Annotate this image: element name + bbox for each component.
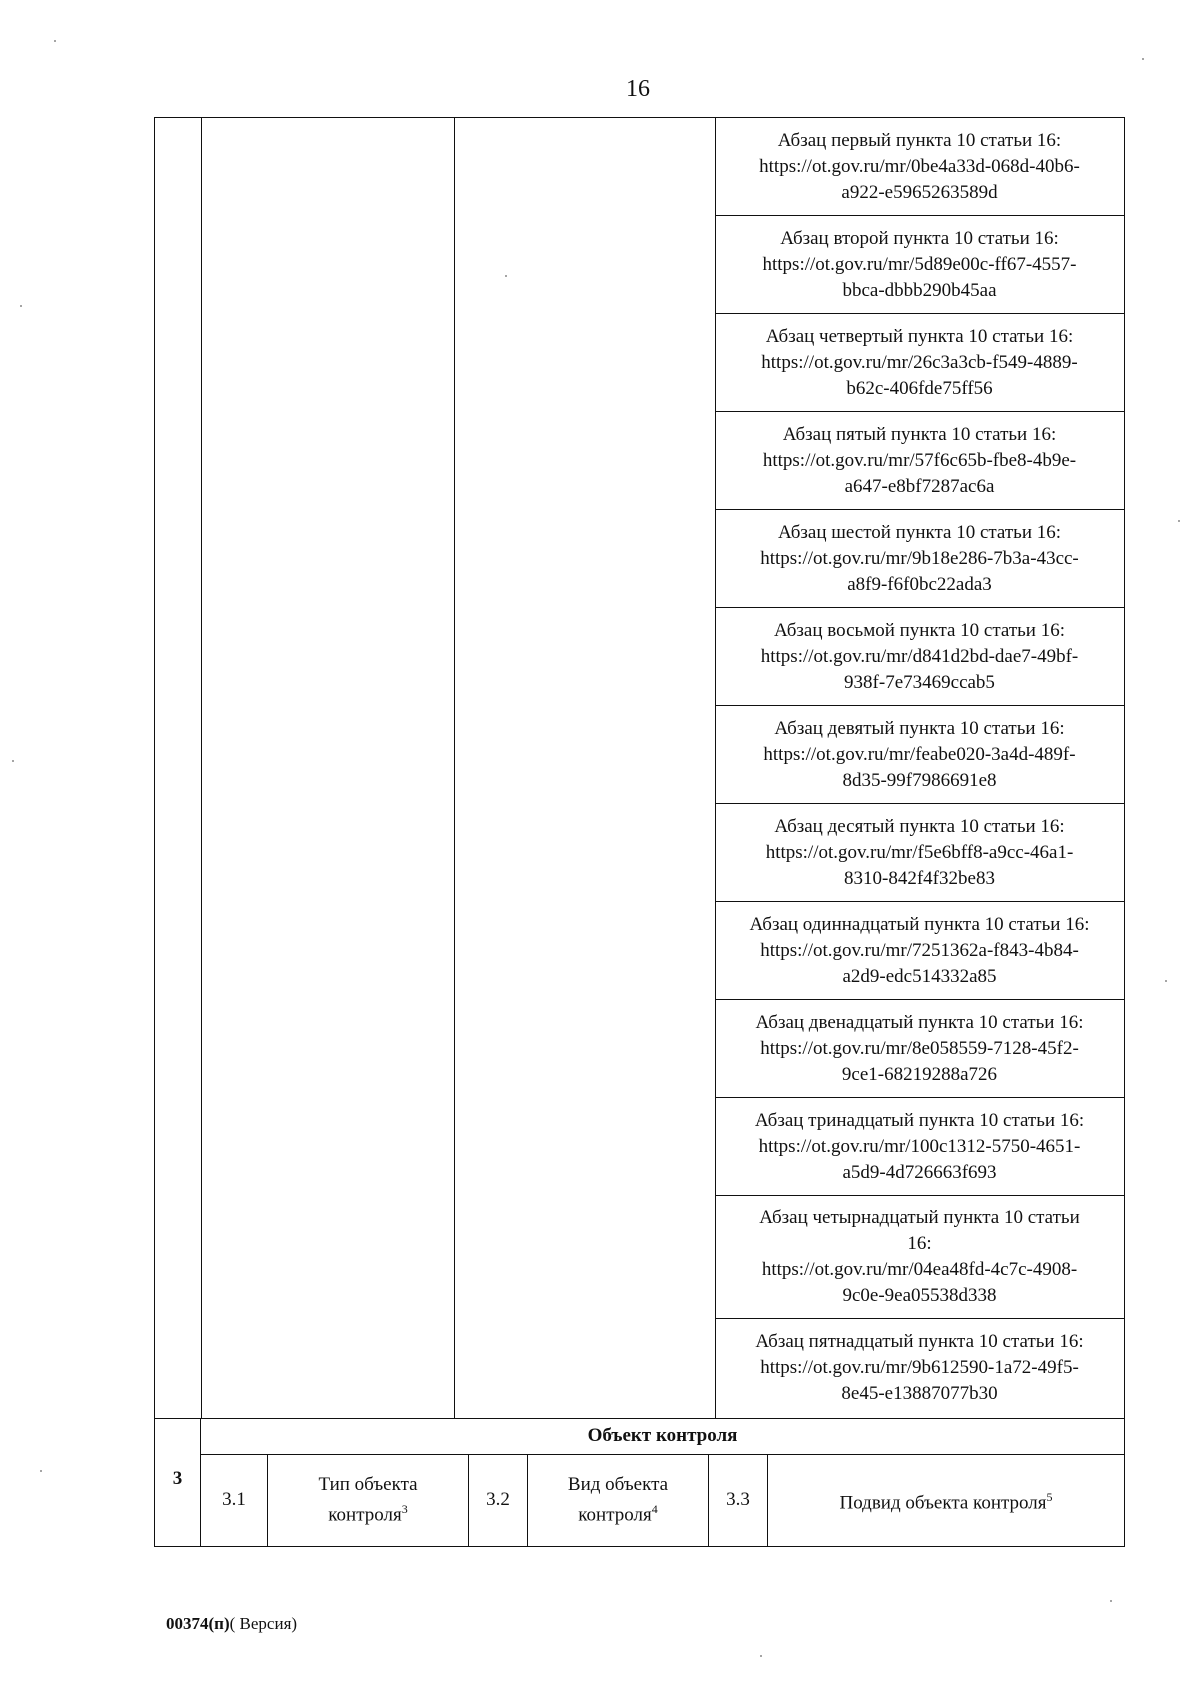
reference-link-tail[interactable]: b62c-406fde75ff56 xyxy=(846,377,993,399)
document-version: ( Версия) xyxy=(229,1614,298,1633)
reference-link[interactable]: https://ot.gov.ru/mr/d841d2bd-dae7-49bf- xyxy=(760,645,1079,667)
reference-link-tail[interactable]: 8310-842f4f32be83 xyxy=(844,867,995,889)
field-label: контроля xyxy=(578,1504,652,1526)
reference-link[interactable]: https://ot.gov.ru/mr/7251362a-f843-4b84- xyxy=(760,939,1079,961)
reference-link[interactable]: https://ot.gov.ru/mr/04ea48fd-4c7c-4908- xyxy=(761,1259,1078,1280)
control-object-section xyxy=(154,1418,1125,1547)
reference-cell xyxy=(715,706,1124,804)
reference-link-tail[interactable]: a647-e8bf7287ac6a xyxy=(844,475,995,497)
reference-link[interactable]: https://ot.gov.ru/mr/5d89e00c-ff67-4557- xyxy=(762,253,1077,275)
reference-link[interactable]: https://ot.gov.ru/mr/0be4a33d-068d-40b6- xyxy=(759,155,1080,177)
reference-title: Абзац второй пункта 10 статьи 16: xyxy=(780,227,1059,249)
reference-link[interactable]: https://ot.gov.ru/mr/f5e6bff8-a9cc-46a1- xyxy=(765,841,1074,863)
reference-link-tail[interactable]: a2d9-edc514332a85 xyxy=(842,965,997,987)
reference-link-tail[interactable]: bbca-dbbb290b45aa xyxy=(842,279,997,301)
field-label: Тип объекта xyxy=(318,1473,418,1495)
reference-title: Абзац десятый пункта 10 статьи 16: xyxy=(774,815,1065,837)
field-number: 3.1 xyxy=(201,1454,268,1546)
scan-speck xyxy=(12,760,14,762)
field-label: Подвид объекта контроля xyxy=(839,1492,1047,1514)
reference-cell xyxy=(715,118,1124,216)
scan-speck xyxy=(54,40,56,42)
reference-title: Абзац пятнадцатый пункта 10 статьи 16: xyxy=(755,1331,1084,1352)
scan-speck xyxy=(20,305,22,307)
reference-link-tail[interactable]: a5d9-4d726663f693 xyxy=(842,1161,997,1183)
reference-cell xyxy=(715,1098,1124,1196)
scan-speck xyxy=(1110,1600,1112,1602)
footnote-ref: 3 xyxy=(401,1501,408,1516)
reference-title: Абзац четырнадцатый пункта 10 статьи xyxy=(759,1207,1080,1228)
field-object-kind xyxy=(528,1454,709,1546)
footnote-ref: 5 xyxy=(1046,1489,1053,1504)
scan-speck xyxy=(1178,520,1180,522)
field-object-subkind xyxy=(768,1454,1124,1546)
reference-link-tail[interactable]: a922-e5965263589d xyxy=(841,181,998,203)
reference-link[interactable]: https://ot.gov.ru/mr/9b18e286-7b3a-43cc- xyxy=(760,547,1079,569)
field-label: контроля xyxy=(328,1504,402,1526)
reference-cell xyxy=(715,1000,1124,1098)
section-number: 3 xyxy=(155,1418,201,1546)
reference-title: Абзац одиннадцатый пункта 10 статьи 16: xyxy=(749,913,1090,935)
reference-link-tail[interactable]: 9c0e-9ea05538d338 xyxy=(842,1285,997,1306)
reference-link[interactable]: https://ot.gov.ru/mr/8e058559-7128-45f2- xyxy=(760,1037,1079,1059)
reference-link-tail[interactable]: 8e45-e13887077b30 xyxy=(841,1383,998,1404)
reference-title: Абзац шестой пункта 10 статьи 16: xyxy=(777,521,1062,543)
footnote-ref: 4 xyxy=(651,1501,658,1516)
field-label: Вид объекта xyxy=(567,1473,669,1495)
reference-title: Абзац девятый пункта 10 статьи 16: xyxy=(774,717,1065,739)
document-code xyxy=(166,1614,297,1634)
reference-link-tail[interactable]: 8d35-99f7986691e8 xyxy=(842,769,997,791)
requirements-table xyxy=(154,117,1125,1419)
scan-speck xyxy=(1142,58,1144,60)
reference-title: Абзац двенадцатый пункта 10 статьи 16: xyxy=(755,1011,1084,1033)
field-number: 3.3 xyxy=(709,1454,768,1546)
reference-cell xyxy=(715,1319,1124,1417)
reference-cell xyxy=(715,216,1124,314)
reference-cell xyxy=(715,902,1124,1000)
reference-link-tail[interactable]: a8f9-f6f0bc22ada3 xyxy=(847,573,992,595)
reference-link[interactable]: https://ot.gov.ru/mr/feabe020-3a4d-489f- xyxy=(763,743,1076,765)
scan-speck xyxy=(1165,980,1167,982)
reference-link[interactable]: https://ot.gov.ru/mr/57f6c65b-fbe8-4b9e- xyxy=(762,449,1077,471)
scan-speck xyxy=(40,1470,42,1472)
page-number: 16 xyxy=(626,76,650,102)
reference-link[interactable]: https://ot.gov.ru/mr/9b612590-1a72-49f5- xyxy=(760,1357,1079,1378)
field-object-type xyxy=(268,1454,469,1546)
reference-link-tail[interactable]: 9ce1-68219288a726 xyxy=(841,1063,998,1085)
reference-link[interactable]: https://ot.gov.ru/mr/26c3a3cb-f549-4889- xyxy=(761,351,1078,373)
reference-title: Абзац первый пункта 10 статьи 16: xyxy=(777,129,1062,151)
reference-cell xyxy=(715,314,1124,412)
reference-title-continued: 16: xyxy=(907,1233,932,1254)
reference-cell xyxy=(715,412,1124,510)
column-divider xyxy=(201,118,202,1418)
reference-title: Абзац пятый пункта 10 статьи 16: xyxy=(782,423,1057,445)
column-divider xyxy=(454,118,455,1418)
scan-speck xyxy=(505,275,507,277)
reference-title: Абзац четвертый пункта 10 статьи 16: xyxy=(765,325,1074,347)
document-code-number: 00374(п) xyxy=(166,1614,230,1633)
scan-speck xyxy=(760,1655,762,1657)
reference-cell xyxy=(715,510,1124,608)
reference-link-tail[interactable]: 938f-7e73469ccab5 xyxy=(844,671,995,693)
reference-title: Абзац тринадцатый пункта 10 статьи 16: xyxy=(754,1109,1085,1131)
reference-title: Абзац восьмой пункта 10 статьи 16: xyxy=(774,619,1065,641)
reference-cell xyxy=(715,1196,1124,1319)
section-title: Объект контроля xyxy=(201,1418,1124,1455)
reference-cell xyxy=(715,804,1124,902)
field-number: 3.2 xyxy=(469,1454,528,1546)
reference-link[interactable]: https://ot.gov.ru/mr/100c1312-5750-4651- xyxy=(758,1135,1081,1157)
reference-cell xyxy=(715,608,1124,706)
